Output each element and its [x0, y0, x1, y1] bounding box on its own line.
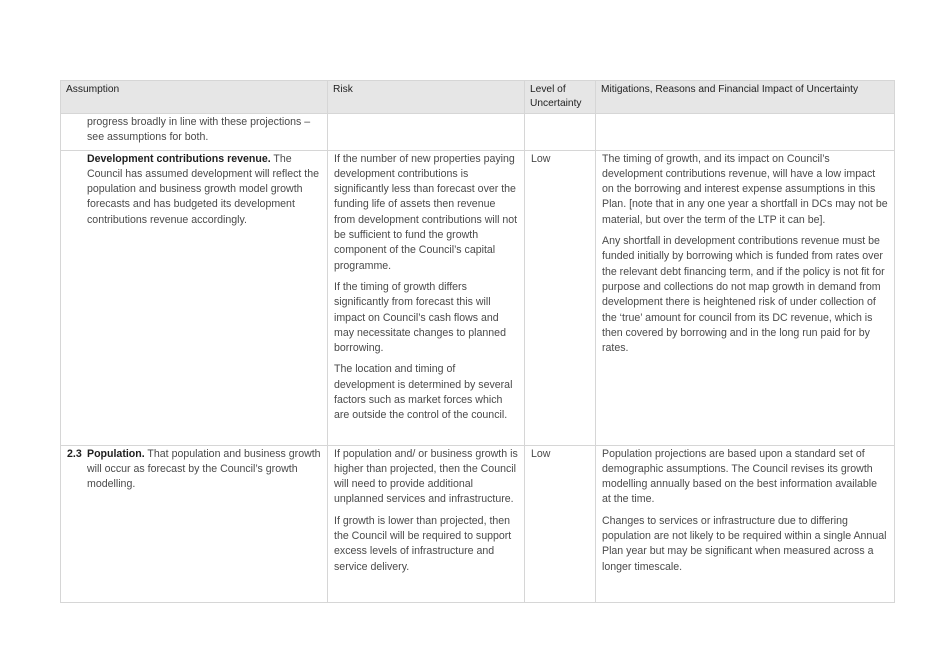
assumption-text: The Council has assumed development will reflect the population and business growth model growth forecasts and has budgeted its development contributions revenue accordingly. [87, 152, 320, 226]
header-mitigations: Mitigations, Reasons and Financial Impact of Uncertainty [596, 81, 895, 114]
mitigation-paragraph: Changes to services or infrastructure due to differing population are not likely to be required within a single Annual Plan year but may be significant when measured across a longer timescale. [602, 514, 887, 573]
table-header-row [61, 81, 895, 114]
risk-paragraph: If growth is lower than projected, then the Council will be required to support excess levels of infrastructure and service delivery. [334, 514, 512, 573]
header-level-of-uncertainty: Level of Uncertainty [525, 81, 596, 114]
assumption-title: Development contributions revenue. [87, 152, 271, 165]
risk-paragraph: If the number of new properties paying development contributions is significantly less than forecast over the funding life of assets then revenue from development contributions will not be sufficient to fund the growth component of the Council’s capital programme. [334, 152, 518, 272]
header-assumption: Assumption [61, 81, 328, 114]
risk-paragraph: The location and timing of development is determined by several factors such as market forces which are outside the control of the council. [334, 363, 513, 422]
assumption-title: Population. [87, 447, 145, 460]
assumptions-table [60, 80, 895, 603]
level-cell: Low [525, 150, 596, 445]
section-number: 2.3 [67, 447, 82, 460]
risk-cell [328, 150, 525, 445]
level-cell: Low [525, 445, 596, 602]
mitigation-cell [596, 114, 895, 151]
assumption-cell [61, 114, 328, 151]
table-row [61, 445, 895, 602]
assumption-text: That population and business growth will occur as forecast by the Council’s growth modelling. [87, 447, 321, 491]
table-row [61, 150, 895, 445]
mitigation-paragraph: Population projections are based upon a standard set of demographic assumptions. The Council revises its growth modelling annually based on the best information available at the time. [602, 447, 878, 506]
risk-cell [328, 114, 525, 151]
assumption-text: progress broadly in line with these projections – see assumptions for both. [87, 116, 311, 144]
assumption-cell [61, 150, 328, 445]
risk-cell [328, 445, 525, 602]
mitigation-cell [596, 150, 895, 445]
mitigation-paragraph: Any shortfall in development contributions revenue must be funded initially by borrowing which is funded from rates over the relevant debt financing term, and if the policy is not fit for purpose and collections do not map growth in demand from development there is heightened risk of under collection of the ‘true’ amount for council from its DC revenue, which is then covered by borrowing and in the long run paid for by rates. [602, 235, 885, 355]
level-cell [525, 114, 596, 151]
assumption-cell [61, 445, 328, 602]
risk-paragraph: If population and/ or business growth is higher than projected, then the Council will need to provide additional unplanned services and infrastructure. [334, 447, 518, 506]
table-row [61, 114, 895, 151]
mitigation-cell [596, 445, 895, 602]
header-risk: Risk [328, 81, 525, 114]
risk-paragraph: If the timing of growth differs significantly from forecast this will impact on Council’s cash flows and may necessitate changes to planned borrowing. [334, 280, 506, 355]
mitigation-paragraph: The timing of growth, and its impact on Council’s development contributions revenue, will have a low impact on the borrowing and interest expense assumptions in this Plan. [note that in any one year a shortfall in DCs may not be material, but over the term of the LTP it can be]. [602, 152, 888, 226]
